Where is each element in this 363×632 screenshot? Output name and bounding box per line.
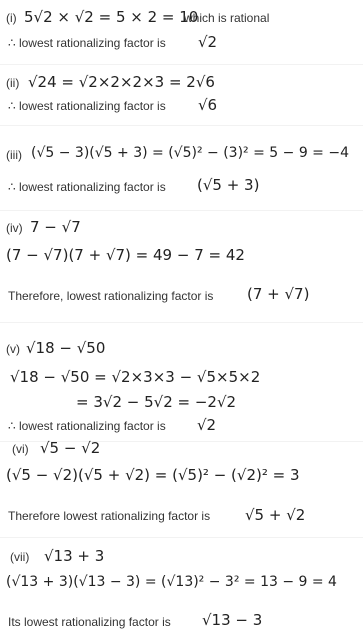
separator-rule [0,322,363,323]
factor-math: √2 [198,33,218,51]
problem-expression: √18 − √50 [26,339,106,357]
item-label: (vii) [10,550,30,564]
separator-rule [0,210,363,211]
item-label: (ii) [6,76,20,90]
math-line: (√5 − 3)(√5 + 3) = (√5)² − (3)² = 5 − 9 = −4 [31,145,349,161]
math-line: √24 = √2×2×2×3 = 2√6 [28,73,215,91]
math-line-continued: = 3√2 − 5√2 = −2√2 [76,393,237,411]
factor-math: √13 − 3 [202,611,263,629]
conclusion-text: ∴ lowest rationalizing factor is [8,419,166,433]
math-line: (7 − √7)(7 + √7) = 49 − 7 = 42 [6,246,245,264]
conclusion-text: Therefore lowest rationalizing factor is [8,509,211,523]
factor-math: √2 [197,416,217,434]
problem-expression: √5 − √2 [40,439,101,457]
factor-math: (√5 + 3) [197,176,260,194]
problem-expression: √13 + 3 [44,547,105,565]
item-label: (iv) [6,221,23,235]
note-text: which is rational [184,11,270,25]
conclusion-text: ∴ lowest rationalizing factor is [8,99,166,113]
item-label: (vi) [12,442,29,456]
factor-math: √6 [198,96,218,114]
conclusion-text: ∴ lowest rationalizing factor is [8,180,166,194]
math-line: (√5 − √2)(√5 + √2) = (√5)² − (√2)² = 3 [6,466,300,484]
conclusion-text: Therefore, lowest rationalizing factor is [8,289,214,303]
item-label: (v) [6,342,20,356]
math-line: 5√2 × √2 = 5 × 2 = 10 [24,8,199,26]
math-line: √18 − √50 = √2×3×3 − √5×5×2 [10,368,261,386]
item-label: (i) [6,11,17,25]
separator-rule [0,125,363,126]
item-label: (iii) [6,148,22,162]
conclusion-text: ∴ lowest rationalizing factor is [8,36,166,50]
math-line: (√13 + 3)(√13 − 3) = (√13)² − 3² = 13 − 9 = 4 [6,574,337,590]
problem-expression: 7 − √7 [30,218,81,236]
separator-rule [0,64,363,65]
separator-rule [0,537,363,538]
factor-math: (7 + √7) [247,285,310,303]
factor-math: √5 + √2 [245,506,306,524]
conclusion-text: Its lowest rationalizing factor is [8,615,171,629]
